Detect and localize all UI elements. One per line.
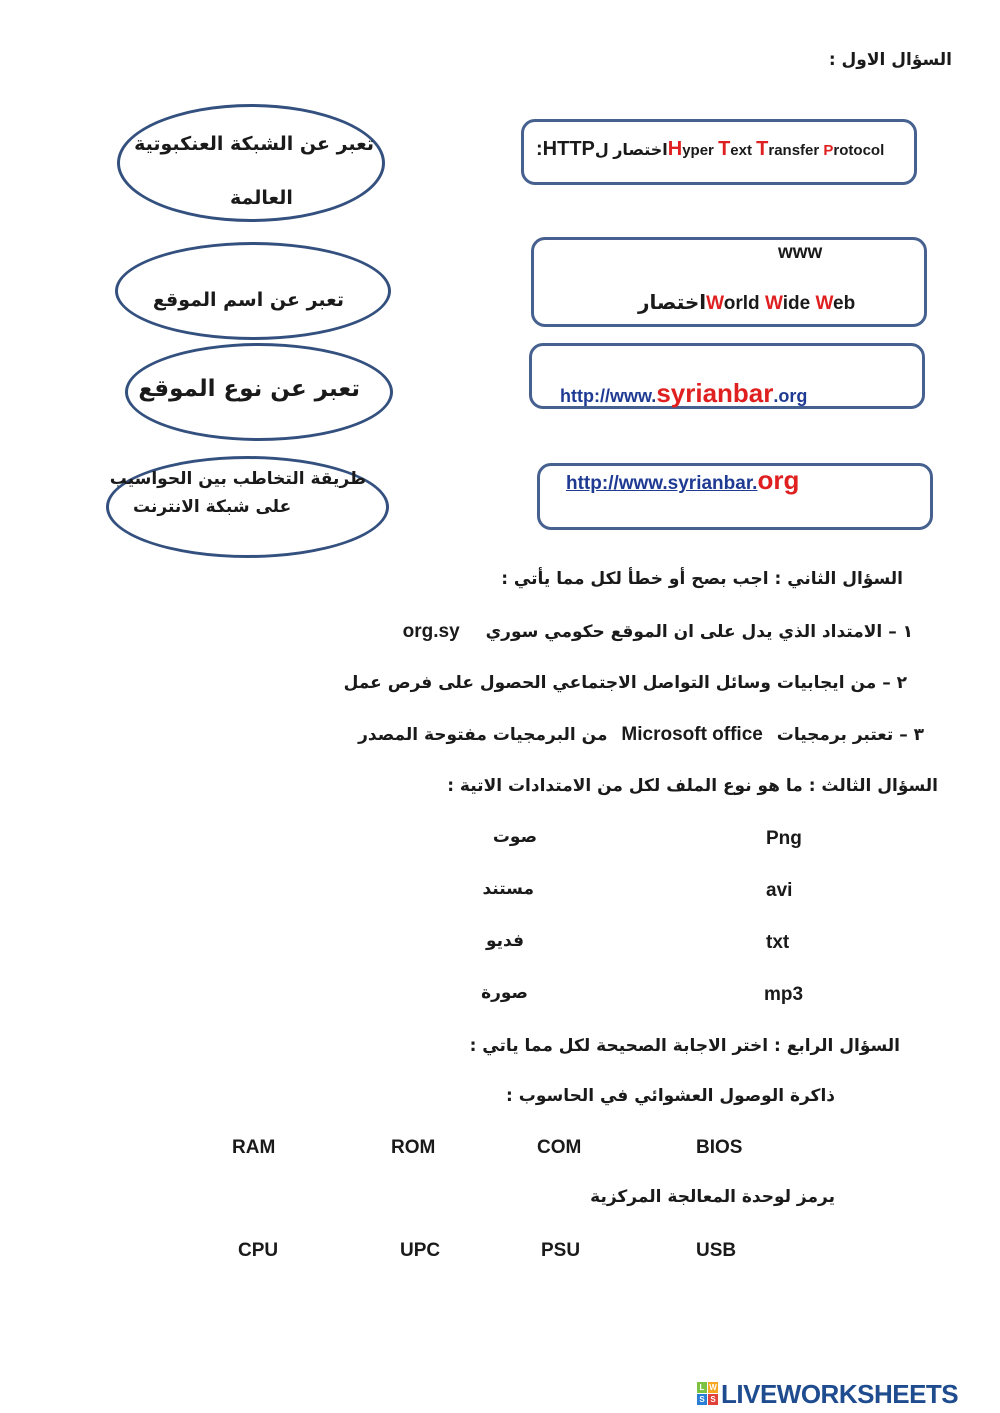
logo-cell-3: S [697,1394,707,1405]
word-ide: ide [782,293,816,314]
option-rom[interactable]: ROM [391,1137,436,1158]
q2-item-3-num: ٣ – [899,725,924,745]
ellipse-4-line1: طريقة التخاطب بين الحواسيب [109,469,366,489]
box-2-word: اختصار [638,290,707,314]
word-rotocol: rotocol [833,142,885,159]
option-cpu[interactable]: CPU [238,1240,279,1261]
q2-item-2-text: من ايجابيات وسائل التواصل الاجتماعي الحصول على فرص عمل [343,673,877,693]
box-1-text [536,138,884,161]
q2-item-1[interactable] [403,621,913,643]
ext-txt[interactable]: txt [766,932,790,953]
q2-item-3-latin: Microsoft office [621,724,763,745]
letter-t: T [718,138,731,160]
word-yper: yper [682,142,719,159]
url-3-prefix: http://www. [560,386,657,406]
url-3-highlight: syrianbar [656,378,774,408]
q1-title: السؤال الاول : [828,50,952,70]
q2-item-2[interactable] [344,673,907,693]
letter-w3: W [815,293,834,314]
type-audio[interactable]: صوت [492,827,537,847]
ellipse-protocol[interactable] [106,456,389,558]
logo-cell-2: W [709,1383,717,1392]
word-eb: eb [833,293,856,314]
brand-text: LIVEWORKSHEETS [721,1379,959,1409]
letter-w2: W [764,293,783,314]
q4-sub-2: يرمز لوحدة المعالجة المركزية [590,1187,835,1207]
box-2-top: www [778,242,823,263]
ext-avi[interactable]: avi [766,880,793,901]
q2-item-3-text-a: تعتبر برمجيات [776,725,894,745]
box-3-url [560,378,807,409]
logo-cell-1: L [697,1382,707,1393]
box-4-url [566,465,799,496]
q3-title: السؤال الثالث : ما هو نوع الملف لكل من الامتدادات الاتية : [447,776,938,796]
ellipse-site-name[interactable] [115,242,391,340]
letter-p: P [823,142,834,159]
http-prefix: :HTTP [536,138,595,160]
ellipse-site-type[interactable] [125,343,393,441]
url-4-highlight: org [757,465,800,495]
ellipse-4-line2: على شبكة الانترنت [133,497,292,517]
letter-h: H [667,138,683,160]
q2-item-1-latin: org.sy [402,621,460,642]
option-ram[interactable]: RAM [232,1137,276,1158]
ext-png[interactable]: Png [766,828,802,849]
url-4-prefix: http://www.syrianbar. [566,473,758,494]
box-http-definition[interactable] [521,119,917,185]
q2-item-2-num: ٢ – [882,673,907,693]
box-url-site-name[interactable] [529,343,925,409]
q4-sub-1: ذاكرة الوصول العشوائي في الحاسوب : [506,1086,835,1106]
ellipse-1-line2: العالمة [230,187,293,209]
letter-t2: T [756,138,769,160]
ellipse-1-line1: تعبر عن الشبكة العنكبوتية [134,133,374,155]
letter-w1: W [706,293,724,314]
type-image[interactable]: صورة [481,983,528,1003]
type-document[interactable]: مستند [482,879,534,899]
ext-mp3[interactable]: mp3 [764,984,804,1005]
logo-cell-4: S [708,1394,718,1405]
type-video[interactable]: فديو [486,931,524,951]
q2-item-3-text-b: من البرمجيات مفتوحة المصدر [358,725,608,745]
q2-item-1-text: الامتداد الذي يدل على ان الموقع حكومي سوري [485,622,883,642]
box-2-bottom [638,290,855,315]
box-www-definition[interactable] [531,237,927,327]
q2-item-3[interactable] [358,724,924,746]
http-abbr-word: اختصار ل [594,142,668,159]
word-ransfer: ransfer [768,142,824,159]
option-bios[interactable]: BIOS [696,1137,743,1158]
option-upc[interactable]: UPC [400,1240,441,1261]
ellipse-3-text: تعبر عن نوع الموقع [138,376,360,402]
option-usb[interactable]: USB [696,1240,737,1261]
q2-title: السؤال الثاني : اجب بصح أو خطأ لكل مما يأتي : [501,569,903,589]
word-orld: orld [723,293,765,314]
ellipse-world-wide-web[interactable] [117,104,385,222]
q2-item-1-num: ١ – [888,622,913,642]
word-ext: ext [730,142,757,159]
option-psu[interactable]: PSU [541,1240,581,1261]
q4-title: السؤال الرابع : اختر الاجابة الصحيحة لكل مما ياتي : [469,1036,900,1056]
url-3-suffix: .org [773,386,808,406]
logo-grid-icon [697,1382,719,1406]
ellipse-2-text: تعبر عن اسم الموقع [152,289,344,311]
option-com[interactable]: COM [537,1137,582,1158]
box-url-site-type[interactable] [537,463,933,530]
liveworksheets-logo[interactable] [697,1380,993,1408]
